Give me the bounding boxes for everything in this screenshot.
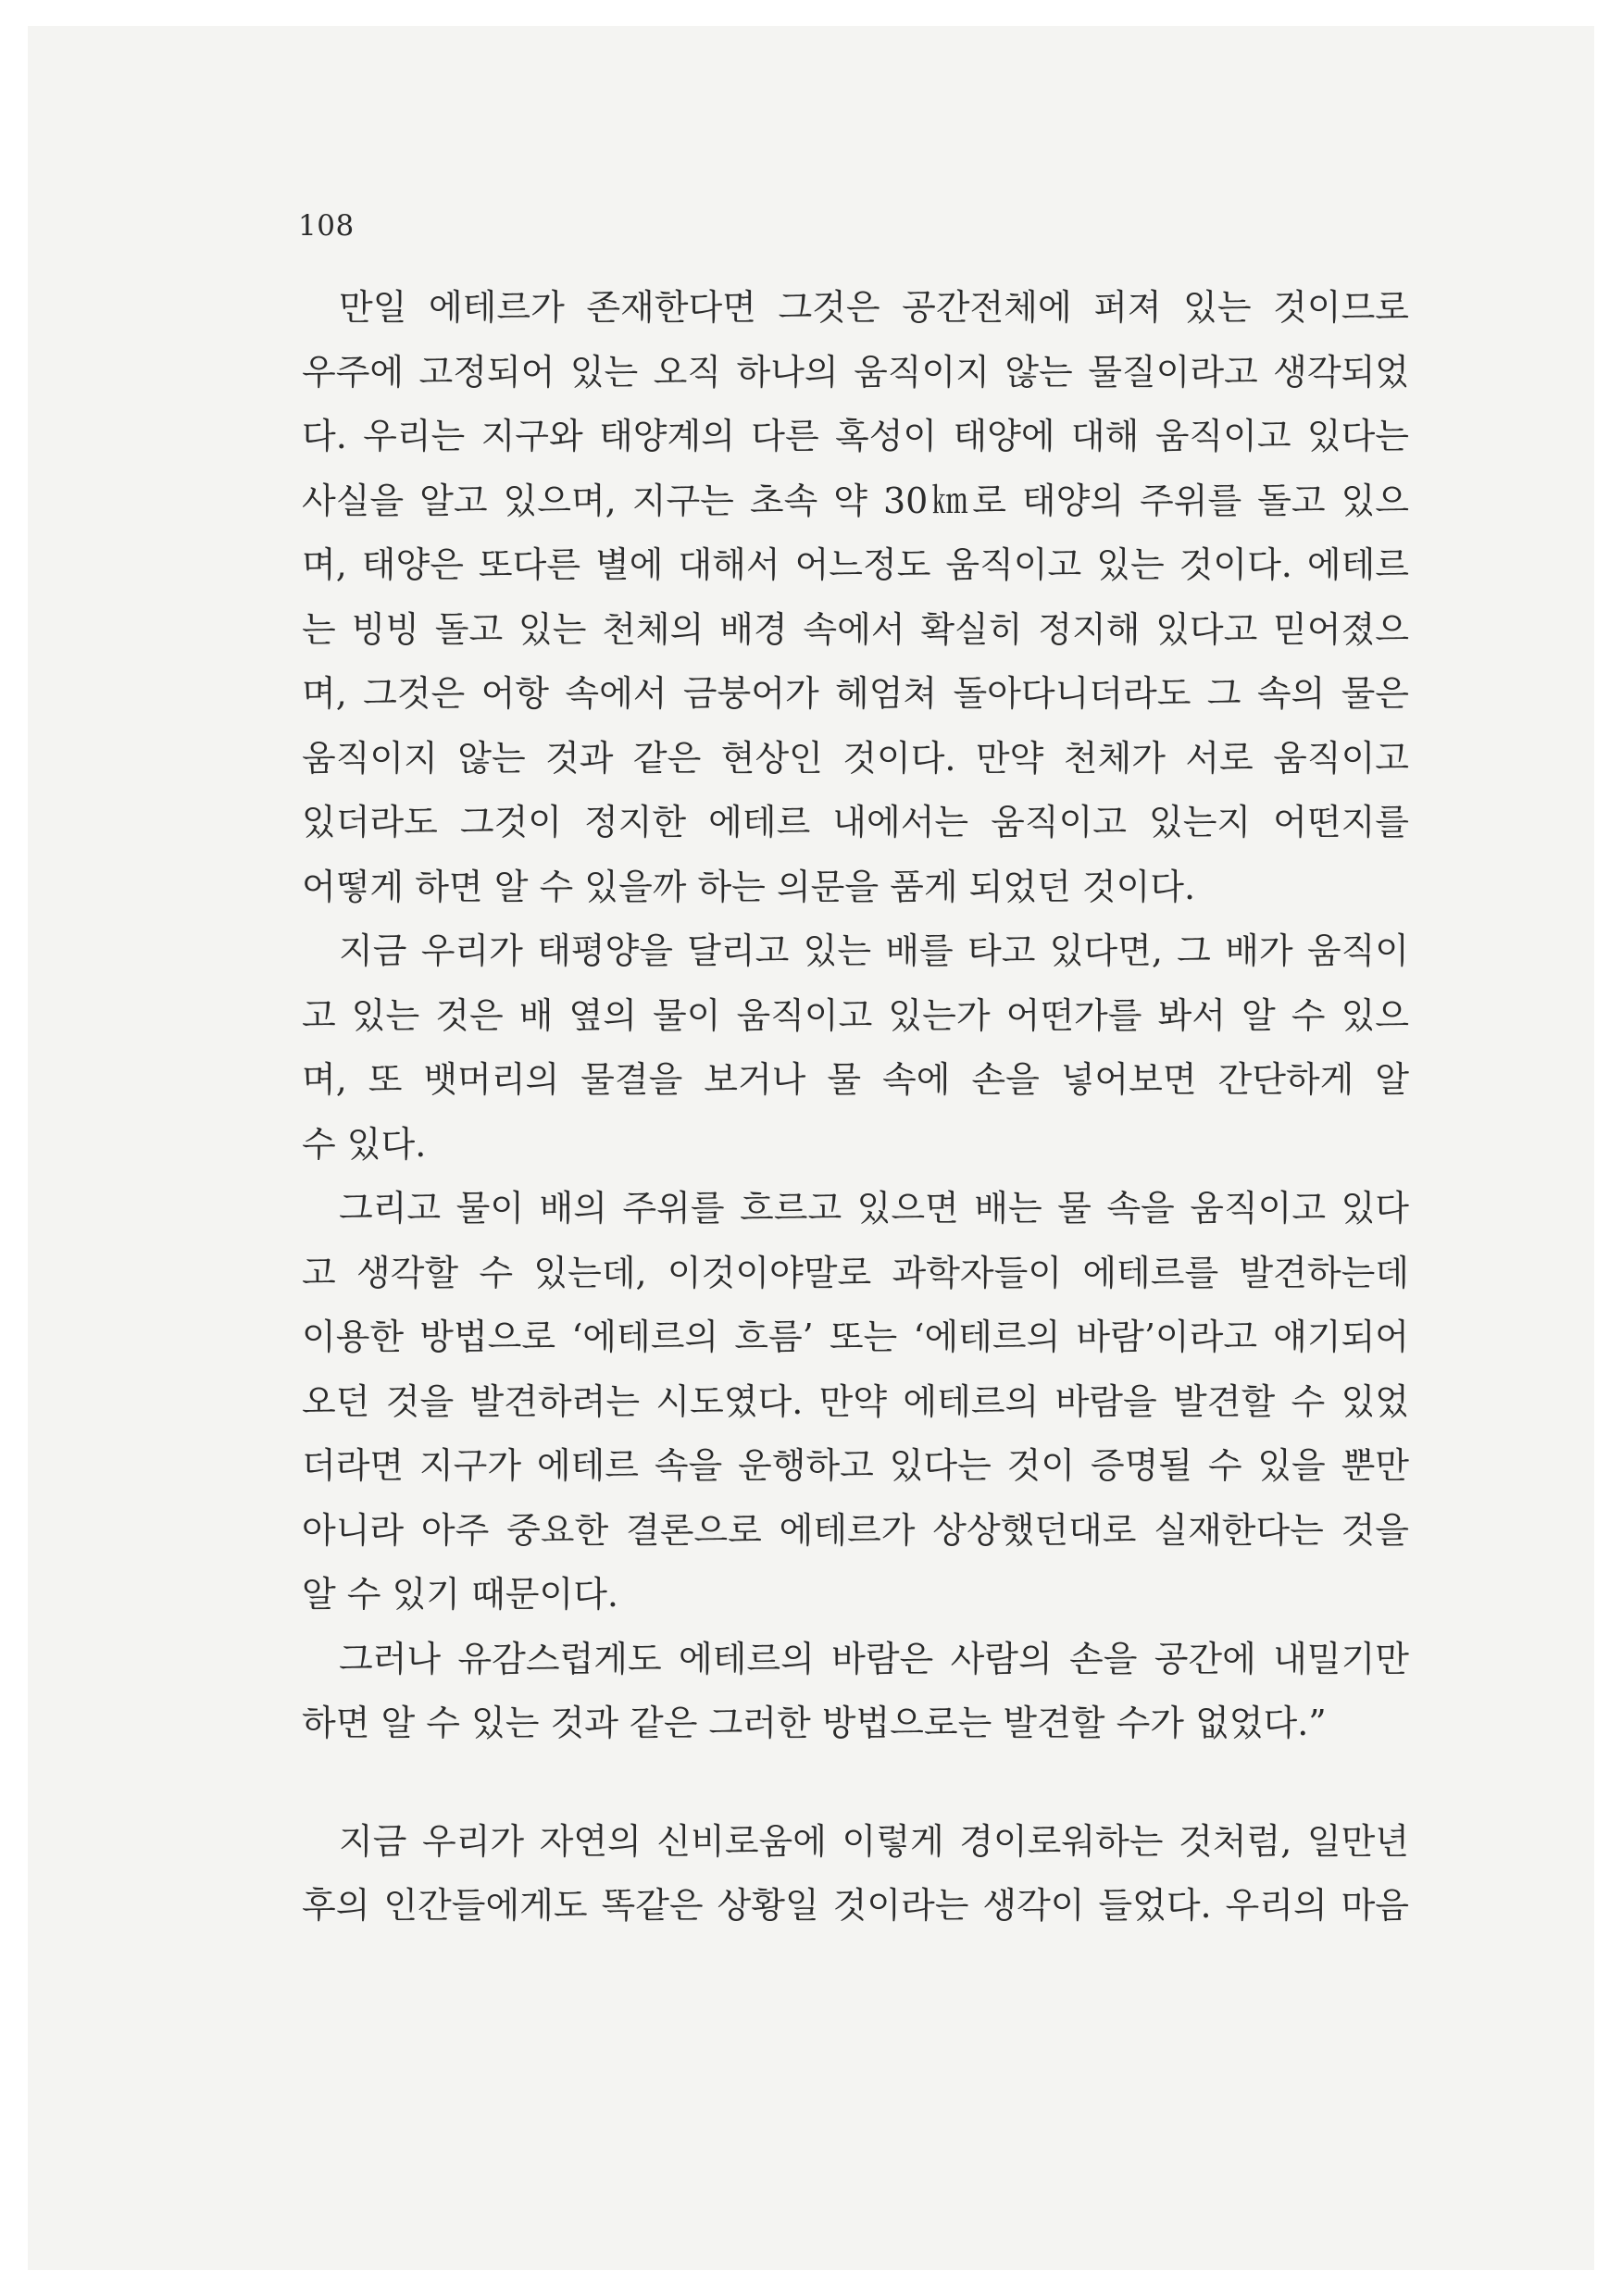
text-line: 고 있는 것은 배 옆의 물이 움직이고 있는가 어떤가를 봐서 알 수 있으	[302, 994, 1409, 1036]
text-line: 는 빙빙 돌고 있는 천체의 배경 속에서 확실히 정지해 있다고 믿어졌으	[302, 608, 1409, 650]
text-line: 하면 알 수 있는 것과 같은 그러한 방법으로는 발견할 수가 없었다.”	[302, 1703, 1327, 1743]
text-line: 우주에 고정되어 있는 오직 하나의 움직이지 않는 물질이라고 생각되었	[302, 351, 1409, 393]
text-line: 오던 것을 발견하려는 시도였다. 만약 에테르의 바람을 발견할 수 있었	[302, 1380, 1409, 1422]
text-line: 움직이지 않는 것과 같은 현상인 것이다. 만약 천체가 서로 움직이고	[302, 737, 1409, 779]
text-line: 어떻게 하면 알 수 있을까 하는 의문을 품게 되었던 것이다.	[302, 866, 1196, 907]
text-line: 사실을 알고 있으며, 지구는 초속 약 30㎞로 태양의 주위를 돌고 있으	[302, 480, 1409, 521]
text-line: 이용한 방법으로 ‘에테르의 흐름’ 또는 ‘에테르의 바람’이라고 얘기되어	[302, 1316, 1409, 1357]
text-line: 며, 태양은 또다른 별에 대해서 어느정도 움직이고 있는 것이다. 에테르	[302, 544, 1409, 585]
page-number: 108	[298, 209, 355, 243]
text-line: 만일 에테르가 존재한다면 그것은 공간전체에 퍼져 있는 것이므로	[339, 287, 1409, 328]
paragraph-gap	[302, 1756, 1409, 1810]
body-text	[302, 276, 1409, 1939]
scanned-page	[28, 26, 1594, 2270]
text-line: 며, 또 뱃머리의 물결을 보거나 물 속에 손을 넣어보면 간단하게 알	[302, 1059, 1409, 1100]
text-line: 더라면 지구가 에테르 속을 운행하고 있다는 것이 증명될 수 있을 뿐만	[302, 1445, 1409, 1486]
text-line: 알 수 있기 때문이다.	[302, 1574, 618, 1615]
text-line: 며, 그것은 어항 속에서 금붕어가 헤엄쳐 돌아다니더라도 그 속의 물은	[302, 673, 1409, 714]
text-line: 다. 우리는 지구와 태양계의 다른 혹성이 태양에 대해 움직이고 있다는	[302, 416, 1409, 456]
text-line: 고 생각할 수 있는데, 이것이야말로 과학자들이 에테르를 발견하는데	[302, 1252, 1409, 1293]
text-line: 그리고 물이 배의 주위를 흐르고 있으면 배는 물 속을 움직이고 있다	[339, 1188, 1409, 1229]
text-line: 그러나 유감스럽게도 에테르의 바람은 사람의 손을 공간에 내밀기만	[339, 1638, 1409, 1679]
text-line: 지금 우리가 자연의 신비로움에 이렇게 경이로워하는 것처럼, 일만년	[339, 1820, 1409, 1862]
text-line: 있더라도 그것이 정지한 에테르 내에서는 움직이고 있는지 어떤지를	[302, 802, 1409, 842]
text-line: 아니라 아주 중요한 결론으로 에테르가 상상했던대로 실재한다는 것을	[302, 1509, 1409, 1551]
text-line: 수 있다.	[302, 1123, 427, 1165]
text-line: 지금 우리가 태평양을 달리고 있는 배를 타고 있다면, 그 배가 움직이	[339, 930, 1409, 971]
text-line: 후의 인간들에게도 똑같은 상황일 것이라는 생각이 들었다. 우리의 마음	[302, 1885, 1409, 1926]
